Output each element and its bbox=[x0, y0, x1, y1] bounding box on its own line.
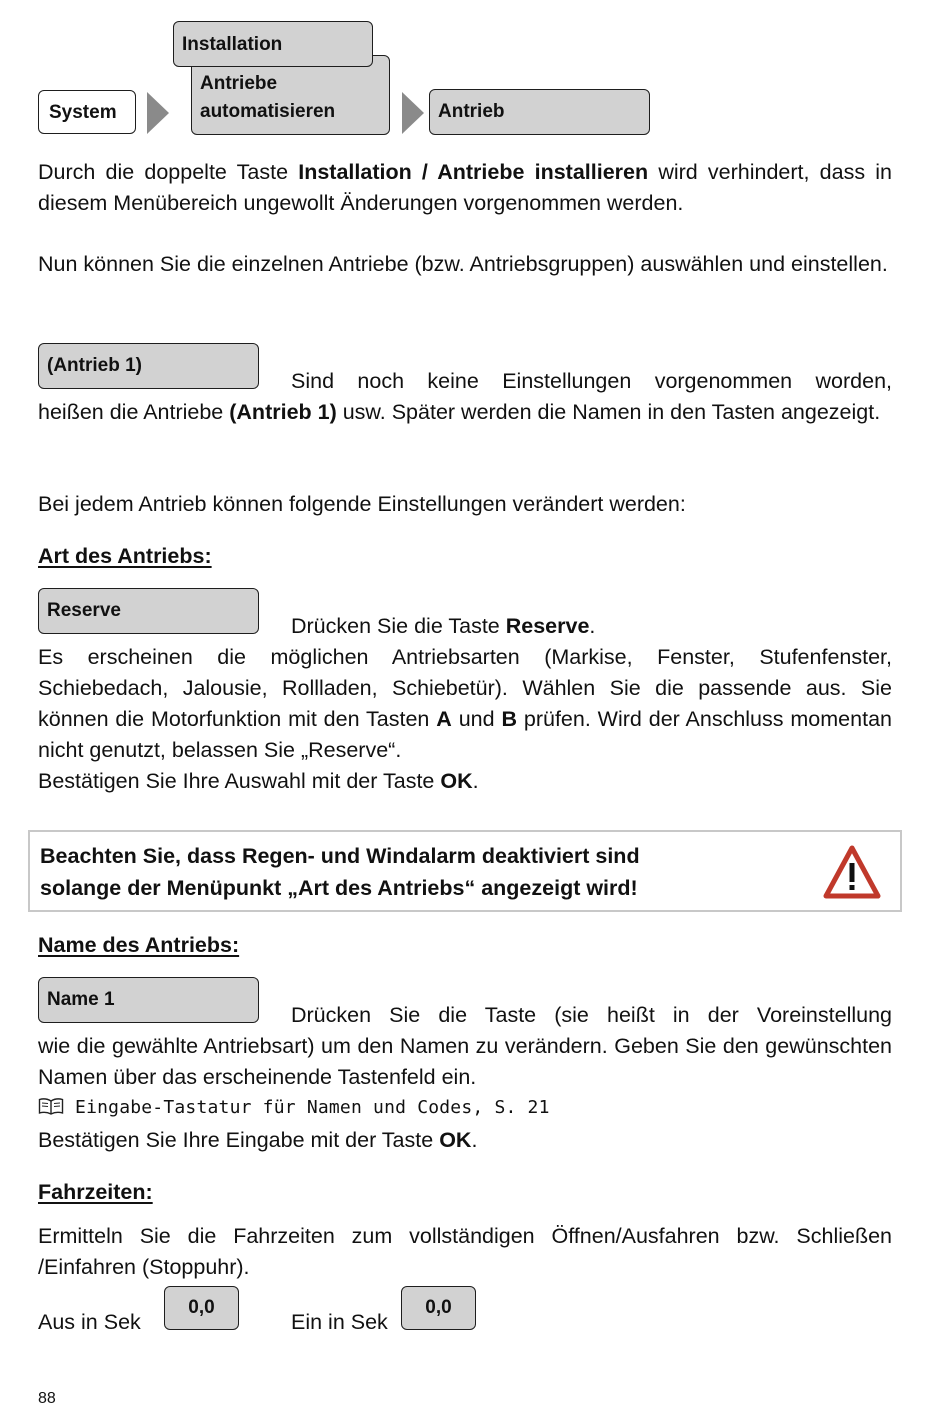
antrieb-1-text-first: Sind noch keine Einstellungen vorgenommen worden, bbox=[291, 369, 892, 393]
name-confirm: Bestätigen Sie Ihre Eingabe mit der Taste OK. bbox=[38, 1128, 478, 1152]
art-confirm: Bestätigen Sie Ihre Auswahl mit der Taste OK. bbox=[38, 769, 479, 793]
system-label: System bbox=[49, 102, 117, 123]
installation-emphasis: Installation / Antriebe installieren bbox=[298, 160, 649, 184]
antriebe-label-line1: Antriebe bbox=[200, 73, 278, 94]
reserve-label: Reserve bbox=[47, 600, 121, 621]
ein-time-button[interactable] bbox=[401, 1286, 476, 1330]
antrieb-1-text: heißen die Antriebe (Antrieb 1) usw. Später werden die Namen in den Tasten angezeigt. bbox=[38, 400, 881, 424]
arrow-right-icon bbox=[402, 92, 424, 134]
page-number: 88 bbox=[38, 1390, 56, 1407]
installation-button[interactable] bbox=[173, 21, 373, 67]
intro-paragraph-2: Nun können Sie die einzelnen Antriebe (bzw. Antriebsgruppen) auswählen und einstellen. bbox=[38, 252, 888, 276]
settings-intro: Bei jedem Antrieb können folgende Einstellungen verändert werden: bbox=[38, 492, 686, 516]
ein-time-value: 0,0 bbox=[425, 1297, 452, 1318]
aus-time-value: 0,0 bbox=[188, 1297, 215, 1318]
reserve-button[interactable] bbox=[38, 588, 259, 634]
name-1-button[interactable] bbox=[38, 977, 259, 1023]
installation-label: Installation bbox=[182, 34, 283, 55]
fahrzeiten-text: Ermitteln Sie die Fahrzeiten zum vollständigen Öffnen/Ausfahren bzw. Schließen /Einfahren (Stoppuhr). bbox=[38, 1224, 892, 1279]
antriebe-label-line2: automatisieren bbox=[200, 101, 336, 122]
name-text: wie die gewählte Antriebsart) um den Namen zu verändern. Geben Sie den gewünschten Namen über das erscheinende Tastenfeld ein. bbox=[38, 1034, 892, 1089]
art-heading: Art des Antriebs: bbox=[38, 544, 212, 568]
antrieb-button[interactable] bbox=[429, 89, 650, 135]
warning-box bbox=[28, 830, 902, 912]
name-text-first: Drücken Sie die Taste (sie heißt in der Voreinstellung bbox=[291, 1003, 892, 1027]
ein-label: Ein in Sek bbox=[291, 1310, 388, 1334]
fahrzeiten-heading: Fahrzeiten: bbox=[38, 1180, 153, 1204]
intro-paragraph-1: Durch die doppelte Taste Installation / Antriebe installieren wird verhindert, dass in diesem Menübereich ungewollt Änderungen vorgenommen werden. bbox=[38, 160, 892, 215]
warning-text bbox=[40, 840, 640, 904]
aus-label: Aus in Sek bbox=[38, 1310, 141, 1334]
reference-line bbox=[38, 1094, 550, 1122]
warning-line-1: Beachten Sie, dass Regen- und Windalarm deaktiviert sind bbox=[40, 844, 640, 868]
book-icon bbox=[38, 1097, 64, 1115]
antrieb-1-label: (Antrieb 1) bbox=[47, 355, 142, 376]
antrieb-1-button[interactable] bbox=[38, 343, 259, 389]
system-button[interactable] bbox=[38, 90, 136, 134]
warning-triangle-icon bbox=[823, 845, 881, 899]
arrow-right-icon bbox=[147, 92, 169, 134]
name-1-label: Name 1 bbox=[47, 989, 115, 1010]
art-body: Es erscheinen die möglichen Antriebsarten (Markise, Fenster, Stufenfenster, Schiebedach, Jalousie, Rollladen, Schiebetür). Wählen Sie die passende aus. Sie können die Motorfunktion mit den Tasten A und B prüfen. Wird der Anschluss momentan nicht genutzt, belassen Sie „Reserve“. bbox=[38, 645, 892, 762]
warning-line-2: solange der Menüpunkt „Art des Antriebs“ angezeigt wird! bbox=[40, 876, 638, 900]
antrieb-label: Antrieb bbox=[438, 101, 505, 122]
art-text-first: Drücken Sie die Taste Reserve. bbox=[291, 614, 596, 638]
aus-time-button[interactable] bbox=[164, 1286, 239, 1330]
name-heading: Name des Antriebs: bbox=[38, 933, 240, 957]
reference-text: Eingabe-Tastatur für Namen und Codes, S. 21 bbox=[75, 1097, 550, 1118]
